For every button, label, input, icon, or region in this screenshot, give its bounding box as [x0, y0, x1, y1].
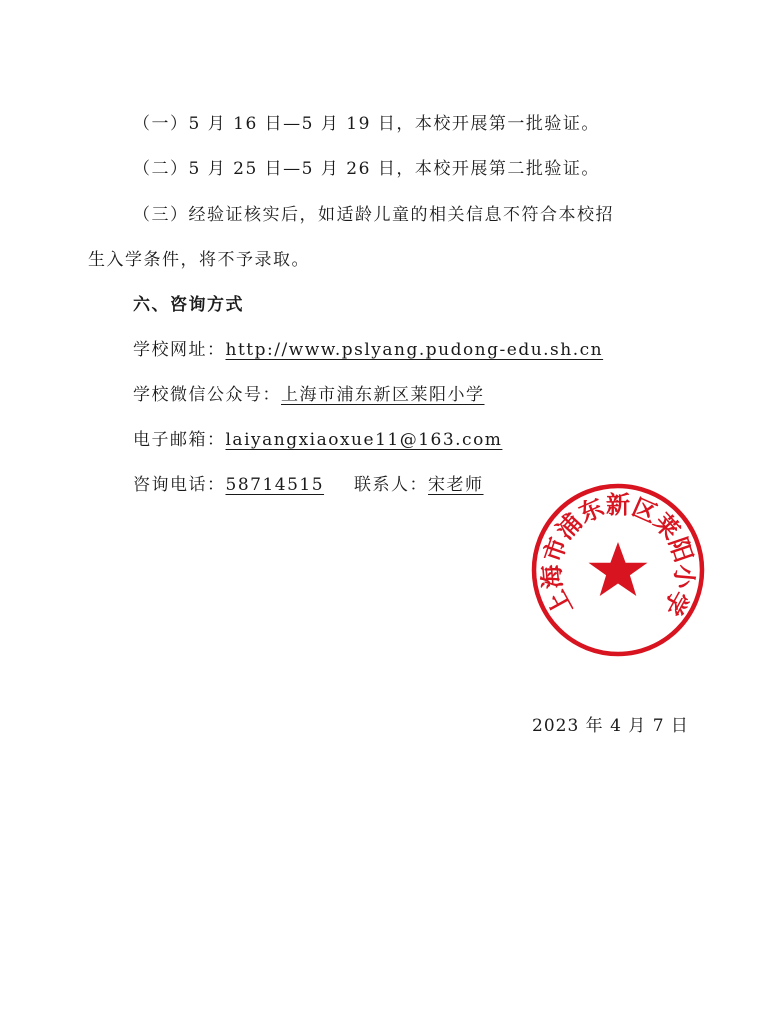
paragraph-batch-two: （二）5 月 25 日—5 月 26 日，本校开展第二批验证。: [133, 159, 600, 179]
contact-email-row: [133, 428, 502, 452]
document-date: 2023 年 4 月 7 日: [532, 716, 689, 736]
section-heading-contact: 六、咨询方式: [133, 295, 244, 315]
website-label: 学校网址：: [133, 340, 226, 360]
contact-person-name: 宋老师: [428, 475, 484, 495]
website-link[interactable]: http://www.pslyang.pudong-edu.sh.cn: [225, 340, 604, 360]
contact-wechat-row: [133, 383, 485, 407]
phone-number[interactable]: 58714515: [225, 475, 325, 495]
contact-phone-row: [133, 473, 484, 497]
email-link[interactable]: laiyangxiaoxue11@163.com: [225, 430, 503, 450]
seal-star-icon: [589, 542, 648, 596]
wechat-account: 上海市浦东新区莱阳小学: [281, 385, 485, 405]
paragraph-verification-line2: 生入学条件，将不予录取。: [88, 250, 310, 270]
contact-website-row: [133, 338, 603, 362]
phone-label: 咨询电话：: [133, 475, 226, 495]
contact-person-label: 联系人：: [354, 475, 429, 495]
official-seal: [528, 480, 708, 660]
email-label: 电子邮箱：: [133, 430, 226, 450]
wechat-label: 学校微信公众号：: [133, 385, 281, 405]
seal-text-path: 上海市浦东新区莱阳小学: [537, 491, 699, 621]
paragraph-verification-line1: （三）经验证核实后，如适龄儿童的相关信息不符合本校招: [133, 205, 614, 225]
paragraph-batch-one: （一）5 月 16 日—5 月 19 日，本校开展第一批验证。: [133, 114, 600, 134]
